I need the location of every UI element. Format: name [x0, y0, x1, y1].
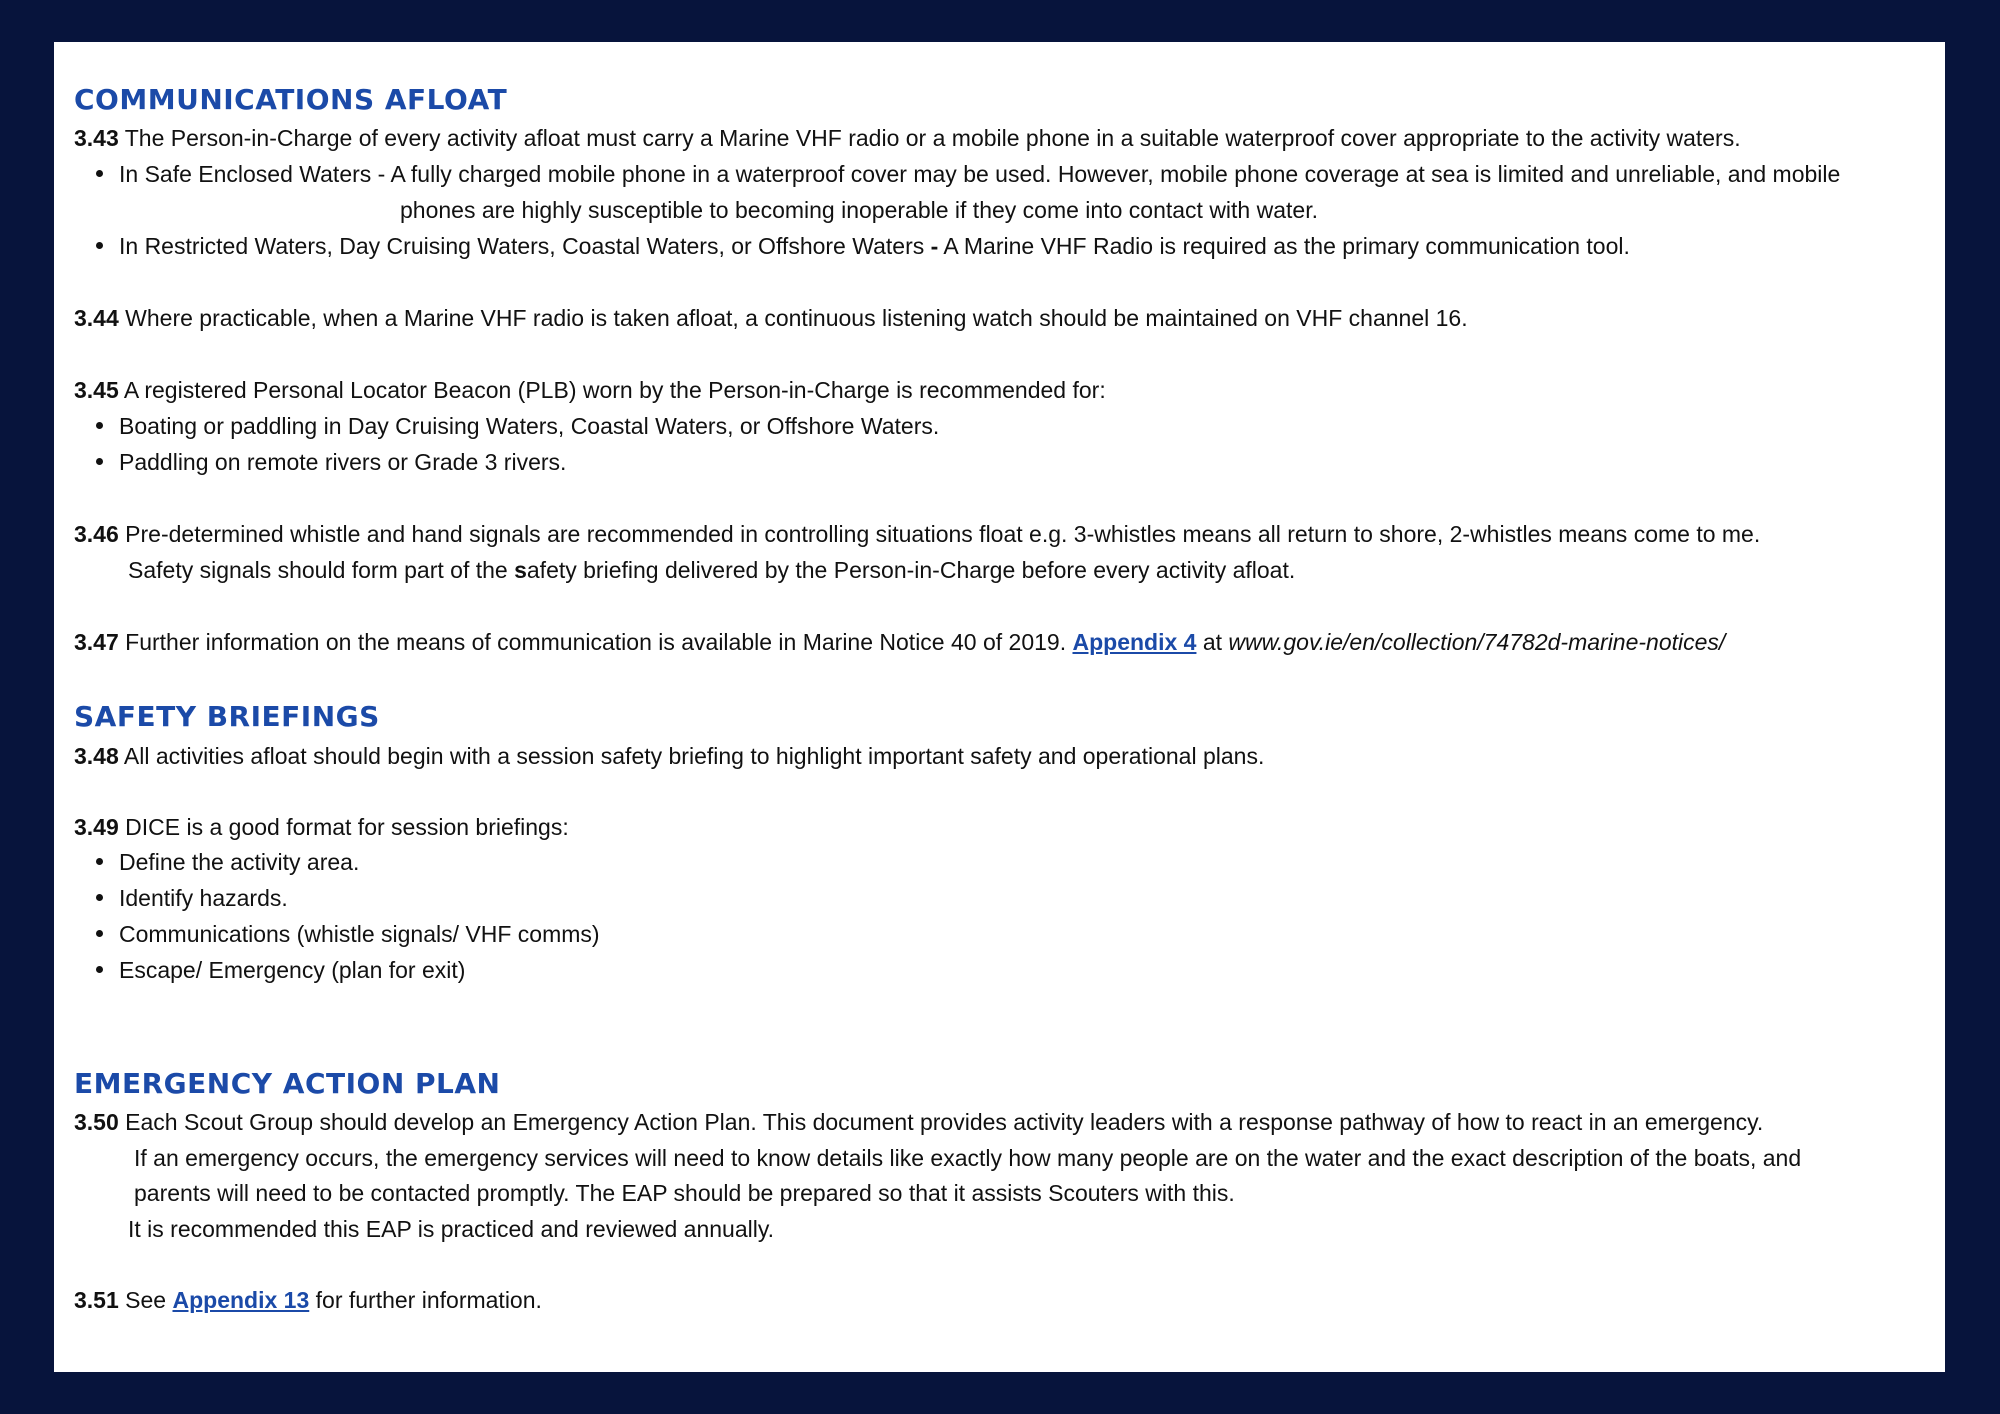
paragraph-3-43 — [74, 120, 1741, 156]
paragraph-text: Where practicable, when a Marine VHF radio is taken afloat, a continuous listening watch should be maintained on VHF channel 16. — [125, 305, 1468, 331]
list-item-text: Escape/ Emergency (plan for exit) — [119, 957, 466, 983]
bullet-icon — [96, 458, 103, 465]
paragraph-3-50-continuation: parents will need to be contacted promptly. The EAP should be prepared so that it assists Scouters with this. — [134, 1180, 1235, 1206]
paragraph-text: for further information. — [309, 1287, 542, 1313]
list-item-text: Define the activity area. — [119, 849, 360, 875]
bold-letter: s — [514, 557, 527, 583]
paragraph-text: All activities afloat should begin with a session safety briefing to highlight important safety and operational plans. — [123, 743, 1265, 769]
section-heading-safety-briefings: SAFETY BRIEFINGS — [74, 700, 380, 733]
list-item-text: Paddling on remote rivers or Grade 3 rivers. — [119, 449, 567, 475]
bullet-icon — [96, 242, 103, 249]
paragraph-text: See — [125, 1287, 173, 1313]
appendix-4-link[interactable]: Appendix 4 — [1072, 629, 1197, 655]
bullet-icon — [96, 422, 103, 429]
paragraph-text: Each Scout Group should develop an Emergency Action Plan. This document provides activity leaders with a response pathway of how to react in an emergency. — [125, 1109, 1764, 1135]
paragraph-text: at — [1196, 629, 1229, 655]
paragraph-text: A registered Personal Locator Beacon (PLB) worn by the Person-in-Charge is recommended for: — [123, 377, 1106, 403]
paragraph-3-50-continuation: It is recommended this EAP is practiced and reviewed annually. — [128, 1216, 775, 1242]
paragraph-number: 3.45 — [74, 377, 119, 403]
paragraph-number: 3.49 — [74, 814, 119, 840]
paragraph-number: 3.43 — [74, 125, 119, 151]
paragraph-text: The Person-in-Charge of every activity afloat must carry a Marine VHF radio or a mobile phone in a suitable waterproof cover appropriate to the activity waters. — [124, 125, 1741, 151]
paragraph-text: DICE is a good format for session briefings: — [125, 814, 569, 840]
list-item-text: In Restricted Waters, Day Cruising Waters, Coastal Waters, or Offshore Waters — [119, 233, 931, 259]
dash-separator: - — [930, 233, 939, 259]
list-item — [96, 916, 600, 952]
list-item-text: A Marine VHF Radio is required as the primary communication tool. — [938, 233, 1630, 259]
paragraph-number: 3.50 — [74, 1109, 119, 1135]
bullet-icon — [96, 170, 103, 177]
paragraph-3-48 — [74, 738, 1264, 774]
paragraph-text: Further information on the means of communication is available in Marine Notice 40 of 2019. — [125, 629, 1073, 655]
marine-notices-url: www.gov.ie/en/collection/74782d-marine-notices/ — [1228, 629, 1726, 655]
list-item-text: Communications (whistle signals/ VHF comms) — [119, 921, 600, 947]
paragraph-3-51 — [74, 1282, 542, 1318]
paragraph-text: Safety signals should form part of the — [128, 557, 515, 583]
document-page — [54, 42, 1945, 1372]
bullet-icon — [96, 966, 103, 973]
list-item — [96, 228, 1630, 264]
bullet-icon — [96, 858, 103, 865]
list-item-text: Identify hazards. — [119, 885, 288, 911]
paragraph-3-45 — [74, 372, 1106, 408]
paragraph-3-44 — [74, 300, 1468, 336]
list-item — [96, 444, 566, 480]
appendix-13-link[interactable]: Appendix 13 — [172, 1287, 310, 1313]
bullet-icon — [96, 930, 103, 937]
list-item — [96, 880, 288, 916]
paragraph-3-49 — [74, 809, 569, 845]
list-item — [96, 156, 1840, 192]
paragraph-3-50 — [74, 1104, 1763, 1140]
bullet-icon — [96, 894, 103, 901]
paragraph-text: Pre-determined whistle and hand signals are recommended in controlling situations float e.g. 3-whistles means all return to shore, 2-whistles means come to me. — [125, 521, 1761, 547]
paragraph-3-47 — [74, 624, 1725, 660]
list-item-text: Boating or paddling in Day Cruising Waters, Coastal Waters, or Offshore Waters. — [119, 413, 940, 439]
list-item — [96, 408, 939, 444]
list-item-text: In Safe Enclosed Waters - A fully charged mobile phone in a waterproof cover may be used. However, mobile phone coverage at sea is limited and unreliable, and mobile — [119, 161, 1841, 187]
paragraph-text: afety briefing delivered by the Person-in-Charge before every activity afloat. — [526, 557, 1296, 583]
paragraph-3-46-continuation — [128, 552, 1295, 588]
paragraph-number: 3.48 — [74, 743, 119, 769]
paragraph-3-50-continuation: If an emergency occurs, the emergency services will need to know details like exactly how many people are on the water and the exact description of the boats, and — [134, 1145, 1802, 1171]
list-item-continuation: phones are highly susceptible to becoming inoperable if they come into contact with water. — [400, 197, 1318, 223]
list-item — [96, 952, 465, 988]
section-heading-emergency-action-plan: EMERGENCY ACTION PLAN — [74, 1067, 501, 1100]
section-heading-communications: COMMUNICATIONS AFLOAT — [74, 83, 508, 116]
paragraph-number: 3.46 — [74, 521, 119, 547]
paragraph-number: 3.44 — [74, 305, 119, 331]
paragraph-number: 3.51 — [74, 1287, 119, 1313]
list-item — [96, 844, 359, 880]
paragraph-number: 3.47 — [74, 629, 119, 655]
paragraph-3-46 — [74, 516, 1760, 552]
